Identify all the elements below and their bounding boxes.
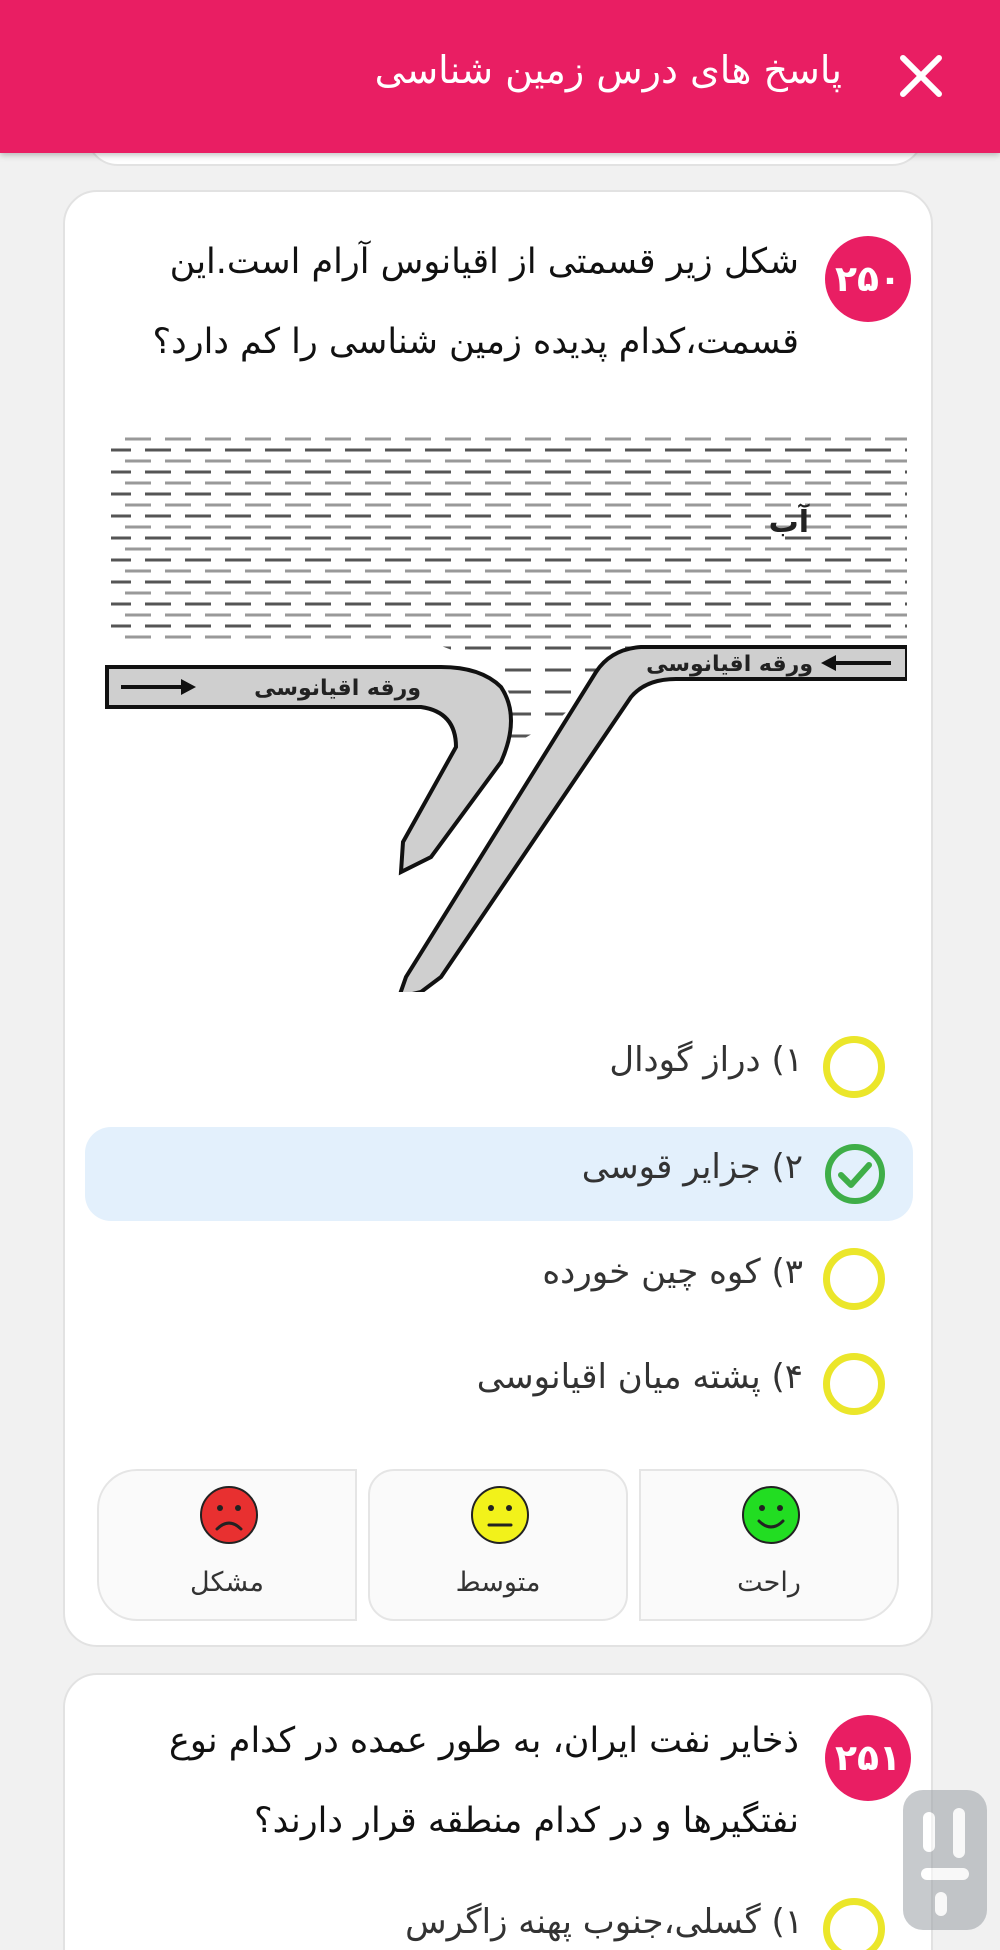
question-number-badge: ۲۵۰ (825, 236, 911, 322)
plate-label-left: ورقه اقیانوسی (254, 676, 421, 701)
option-label: ۳) کوه چین خورده (542, 1252, 803, 1292)
close-icon (895, 50, 947, 102)
difficulty-label: راحت (737, 1567, 801, 1598)
subduction-diagram (101, 417, 907, 992)
page-title: پاسخ های درس زمین شناسی (374, 48, 842, 92)
option-1[interactable] (85, 1020, 913, 1114)
option-1[interactable] (85, 1882, 913, 1950)
option-radio[interactable] (823, 1248, 885, 1310)
question-text: شکل زیر قسمتی از اقیانوس آرام است.این قسمت،کدام پدیده زمین شناسی را کم دارد؟ (152, 242, 799, 362)
option-4[interactable] (85, 1337, 913, 1431)
neutral-face-icon (470, 1485, 530, 1545)
water-label: آب (768, 505, 809, 540)
option-label: ۲) جزایر قوسی (581, 1147, 803, 1187)
option-radio[interactable] (823, 1036, 885, 1098)
difficulty-label: مشکل (190, 1567, 264, 1598)
option-radio[interactable] (823, 1898, 885, 1950)
option-label: ۴) پشته میان اقیانوسی (476, 1357, 803, 1397)
option-label: ۱) گسلی،جنوب پهنه زاگرس (405, 1902, 803, 1942)
check-circle-icon (823, 1142, 887, 1206)
question-card (63, 190, 933, 1647)
question-card (63, 1673, 933, 1950)
question-text: ذخایر نفت ایران، به طور عمده در کدام نوع نفتگیرها و در کدام منطقه قرار دارند؟ (168, 1721, 799, 1841)
option-radio[interactable] (823, 1353, 885, 1415)
question-figure (101, 417, 907, 992)
option-3[interactable] (85, 1232, 913, 1326)
difficulty-medium-button[interactable] (368, 1469, 628, 1621)
option-2-correct[interactable] (85, 1127, 913, 1221)
difficulty-label: متوسط (455, 1567, 541, 1598)
store-watermark-logo (895, 1780, 995, 1940)
sad-face-icon (199, 1485, 259, 1545)
difficulty-easy-button[interactable] (639, 1469, 899, 1621)
happy-face-icon (741, 1485, 801, 1545)
question-number-badge: ۲۵۱ (825, 1715, 911, 1801)
option-label: ۱) دراز گودال (609, 1040, 803, 1080)
app-bar (0, 0, 1000, 153)
plate-label-right: ورقه اقیانوسی (646, 652, 813, 677)
difficulty-hard-button[interactable] (97, 1469, 357, 1621)
close-button[interactable] (895, 50, 947, 102)
